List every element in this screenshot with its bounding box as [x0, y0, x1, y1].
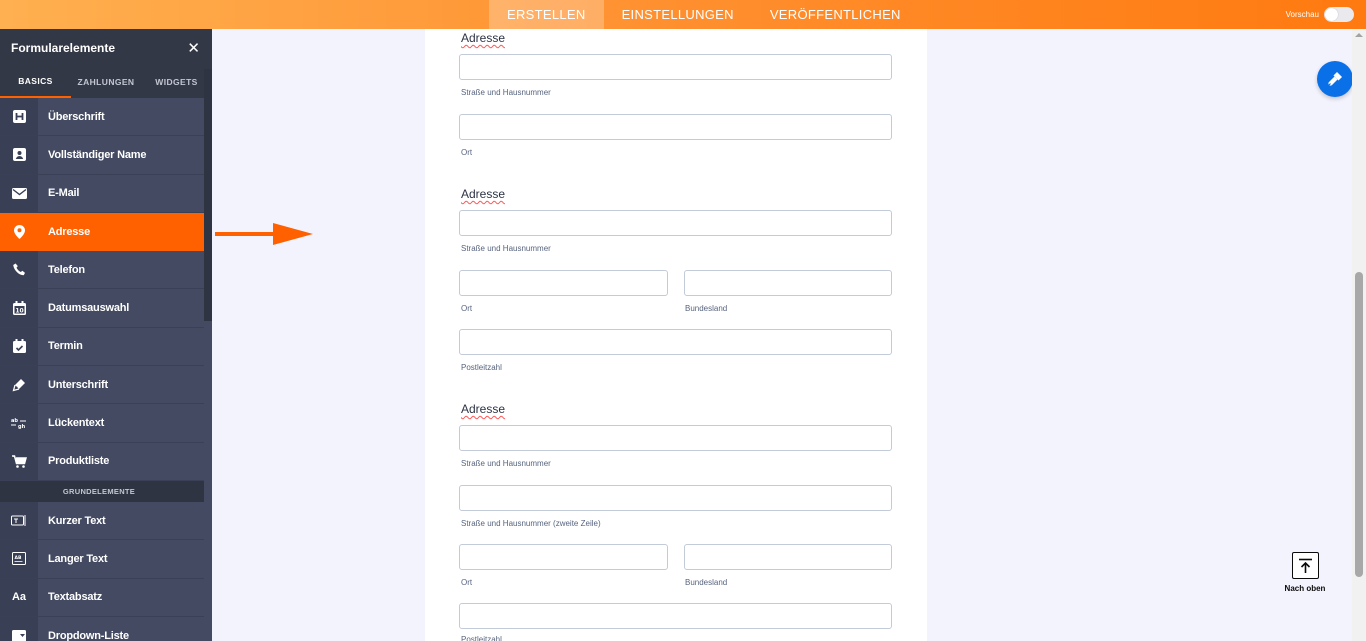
sidebar-item-label: Überschrift — [48, 110, 105, 123]
city-sublabel: Ort — [461, 304, 473, 313]
tab-veroeffentlichen[interactable]: VERÖFFENTLICHEN — [769, 7, 901, 22]
sidebar-title: Formularelemente — [11, 40, 116, 55]
tab-basics[interactable]: BASICS — [0, 66, 71, 98]
calendar-icon — [0, 289, 38, 326]
city-input[interactable] — [459, 114, 892, 140]
street-input[interactable] — [459, 54, 892, 80]
scroll-up-icon[interactable] — [1355, 33, 1363, 37]
sidebar-item-label: Adresse — [48, 225, 91, 238]
envelope-icon — [0, 175, 38, 212]
sidebar-item-adresse[interactable] — [0, 213, 204, 251]
sidebar-list — [0, 98, 204, 641]
zip-sublabel: Postleitzahl — [461, 363, 502, 372]
sidebar-item-textabsatz[interactable] — [0, 579, 204, 617]
svg-text:ab: ab — [11, 418, 18, 425]
zip-sublabel: Postleitzahl — [461, 635, 502, 641]
address-field-label: Adresse — [461, 187, 506, 201]
sidebar-item-unterschrift[interactable] — [0, 366, 204, 404]
location-pin-icon — [0, 213, 38, 250]
street-sublabel: Straße und Hausnummer — [461, 88, 551, 97]
svg-text:10: 10 — [14, 307, 24, 315]
sidebar-item-label: Datumsauswahl — [48, 302, 130, 315]
sidebar-item-label: Unterschrift — [48, 378, 108, 391]
close-icon[interactable]: ✕ — [187, 39, 200, 57]
toggle-knob — [1325, 8, 1338, 21]
sidebar-item-label: E-Mail — [48, 187, 80, 200]
sidebar-item-email[interactable] — [0, 175, 204, 213]
street2-sublabel: Straße und Hausnummer (zweite Zeile) — [461, 519, 601, 528]
sidebar-item-termin[interactable] — [0, 328, 204, 366]
form-canvas — [425, 29, 927, 641]
pen-icon — [0, 366, 38, 403]
street-sublabel: Straße und Hausnummer — [461, 459, 551, 468]
address-field-label: Adresse — [461, 402, 506, 416]
tab-einstellungen[interactable]: EINSTELLUNGEN — [621, 7, 734, 22]
sidebar-header — [0, 29, 212, 66]
zip-input[interactable] — [459, 329, 892, 355]
sidebar-item-lueckentext[interactable] — [0, 404, 204, 442]
street-input[interactable] — [459, 210, 892, 236]
sidebar-item-produktliste[interactable] — [0, 443, 204, 481]
short-text-icon — [0, 502, 38, 539]
sidebar-item-dropdown-liste[interactable] — [0, 617, 204, 641]
sidebar-scroll-track — [204, 321, 212, 612]
top-nav — [489, 0, 919, 29]
sidebar-item-vollstaendiger-name[interactable] — [0, 136, 204, 174]
sidebar-item-label: Kurzer Text — [48, 514, 106, 527]
arrow-right-icon — [215, 222, 315, 246]
sidebar-item-label: Telefon — [48, 263, 85, 276]
form-elements-sidebar — [0, 29, 212, 641]
phone-icon — [0, 251, 38, 288]
sidebar-item-label: Textabsatz — [48, 591, 103, 604]
sidebar-item-kurzer-text[interactable] — [0, 502, 204, 540]
arrow-up-icon — [1292, 552, 1319, 579]
id-card-icon — [0, 136, 38, 173]
street-sublabel: Straße und Hausnummer — [461, 244, 551, 253]
preview-toggle[interactable] — [1324, 7, 1354, 22]
paint-roller-icon — [1326, 70, 1344, 88]
preview-control — [1286, 0, 1354, 29]
top-bar — [0, 0, 1366, 29]
sidebar-item-label: Dropdown-Liste — [48, 629, 129, 641]
city-sublabel: Ort — [461, 148, 473, 157]
sidebar-item-ueberschrift[interactable] — [0, 98, 204, 136]
cart-icon — [0, 443, 38, 480]
state-input[interactable] — [684, 270, 892, 296]
sidebar-item-label: Vollständiger Name — [48, 148, 147, 161]
preview-label: Vorschau — [1285, 10, 1319, 19]
sidebar-item-label: Produktliste — [48, 455, 110, 468]
fill-blank-icon — [0, 404, 38, 441]
tab-zahlungen[interactable]: ZAHLUNGEN — [77, 77, 135, 87]
city-input[interactable] — [459, 270, 668, 296]
svg-text:AB: AB — [14, 556, 22, 562]
state-sublabel: Bundesland — [685, 578, 728, 587]
street-input[interactable] — [459, 425, 892, 451]
section-grundelemente: GRUNDELEMENTE — [0, 481, 204, 502]
dropdown-icon — [0, 617, 38, 641]
scrollbar-thumb[interactable] — [1355, 272, 1363, 577]
sidebar-item-datumsauswahl[interactable] — [0, 289, 204, 327]
paragraph-icon: Aa — [0, 579, 38, 616]
svg-text:gh: gh — [18, 424, 26, 430]
page-scrollbar[interactable] — [1352, 29, 1366, 641]
heading-icon — [0, 98, 38, 135]
sidebar-item-label: Lückentext — [48, 417, 105, 430]
sidebar-scrollbar[interactable] — [204, 69, 212, 321]
street2-input[interactable] — [459, 485, 892, 511]
long-text-icon — [0, 540, 38, 577]
city-input[interactable] — [459, 544, 668, 570]
sidebar-item-label: Langer Text — [48, 552, 108, 565]
back-to-top-label: Nach oben — [1284, 584, 1326, 593]
sidebar-item-langer-text[interactable] — [0, 540, 204, 578]
state-input[interactable] — [684, 544, 892, 570]
sidebar-item-label: Termin — [48, 340, 83, 353]
tab-widgets[interactable]: WIDGETS — [155, 77, 198, 87]
zip-input[interactable] — [459, 603, 892, 629]
address-field-label: Adresse — [461, 31, 506, 45]
city-sublabel: Ort — [461, 578, 473, 587]
sidebar-tabs — [0, 66, 212, 98]
sidebar-item-telefon[interactable] — [0, 251, 204, 289]
back-to-top-button[interactable] — [1282, 552, 1328, 593]
calendar-check-icon — [0, 328, 38, 365]
tab-erstellen[interactable]: ERSTELLEN — [489, 0, 604, 29]
form-designer-button[interactable] — [1317, 61, 1353, 97]
state-sublabel: Bundesland — [685, 304, 728, 313]
